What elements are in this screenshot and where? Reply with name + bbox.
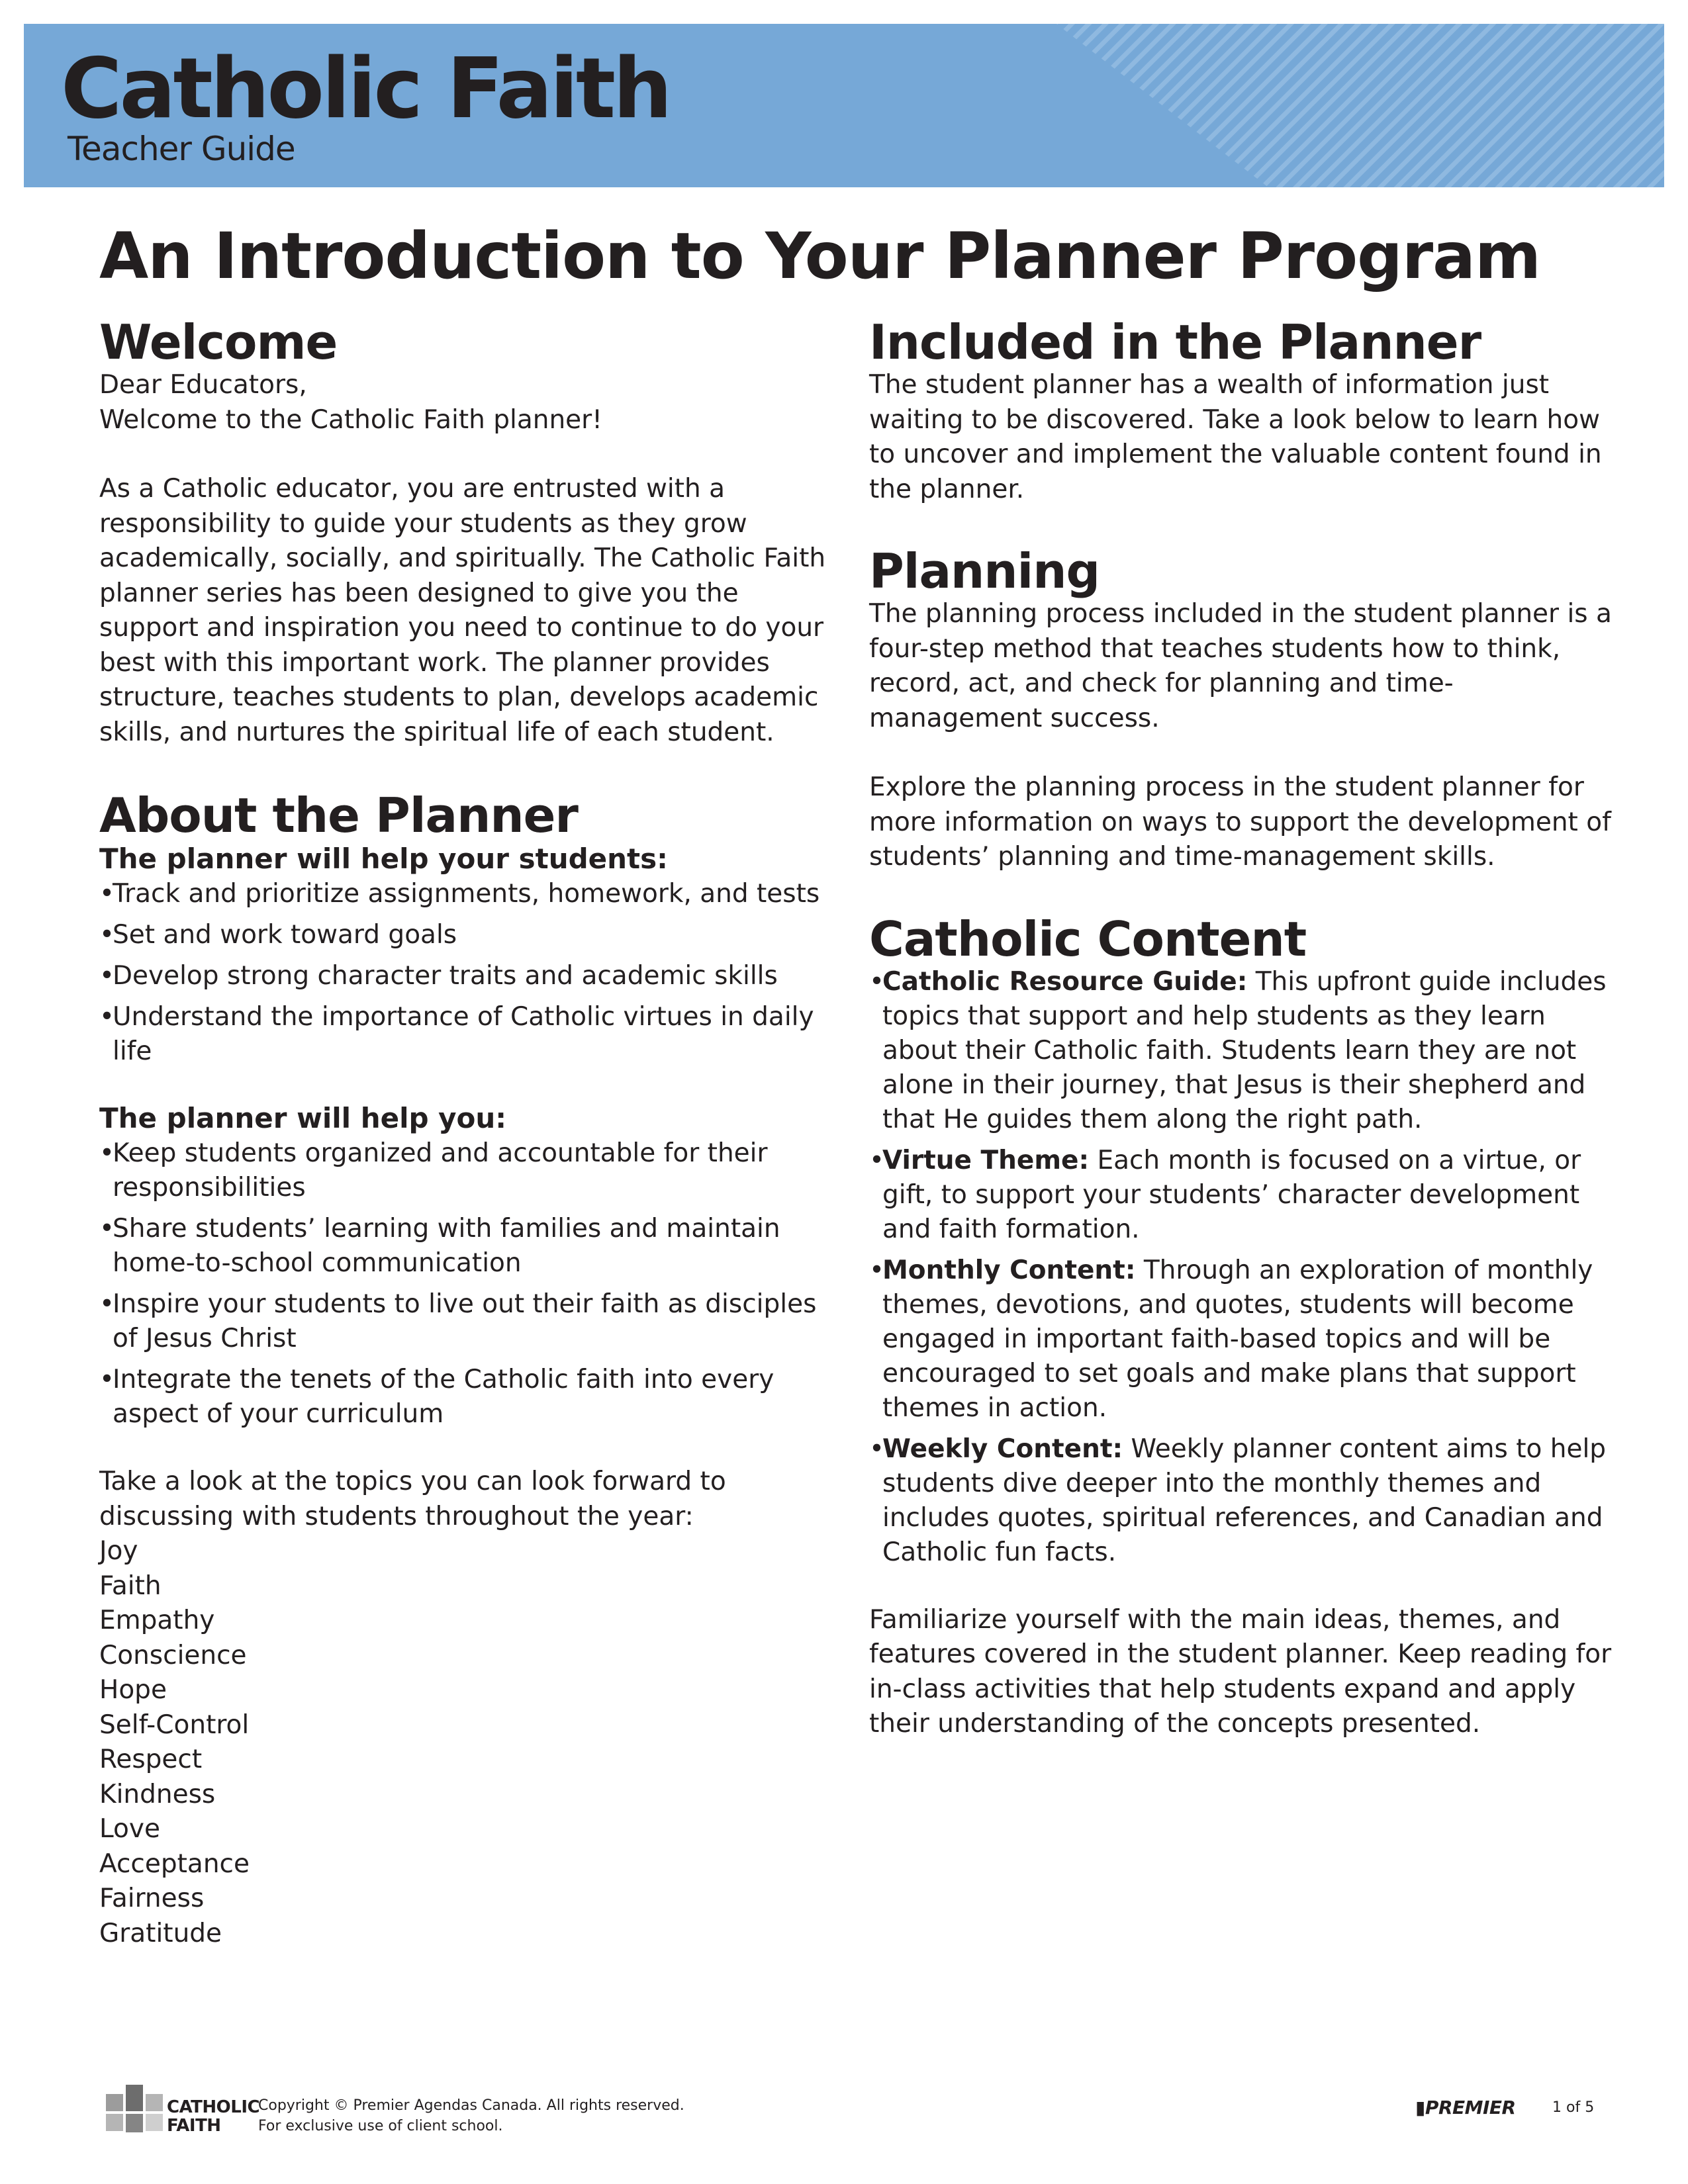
footer <box>0 2078 1688 2151</box>
list-item <box>869 1432 1617 1570</box>
item-term: Weekly Content: <box>882 1433 1123 1464</box>
planning-heading: Planning <box>869 543 1100 599</box>
topic-item: Gratitude <box>99 1918 222 1948</box>
topic-item: Love <box>99 1814 160 1844</box>
topic-item: Empathy <box>99 1606 215 1635</box>
topics-list <box>99 1534 834 1951</box>
premier-logo <box>1415 2097 1516 2118</box>
header-banner <box>24 24 1664 187</box>
item-term: Virtue Theme: <box>882 1145 1090 1175</box>
topic-item: Joy <box>99 1536 138 1566</box>
welcome-heading: Welcome <box>99 314 338 370</box>
list-item <box>869 965 1617 1137</box>
you-subhead: The planner will help you: <box>99 1102 507 1134</box>
list-item: • Set and work toward goals <box>99 918 834 952</box>
brand-title: Catholic Faith <box>61 40 670 137</box>
list-item: • Develop strong character traits and academic skills <box>99 959 834 993</box>
copyright-line: Copyright © Premier Agendas Canada. All rights reserved. <box>258 2097 684 2114</box>
list-item: • Share students’ learning with families and maintain home-to-school communication <box>99 1212 834 1281</box>
topic-item: Respect <box>99 1745 203 1774</box>
item-text: This upfront guide includes topics that support and help students as they learn about their Catholic faith. Students learn they are not alone in their journey, that Jesus is their shepherd and that He guides them along the right path. <box>882 966 1607 1134</box>
list-item: • Understand the importance of Catholic virtues in daily life <box>99 1000 834 1069</box>
topics-intro: Take a look at the topics you can look forward to discussing with students throughout the year: <box>99 1467 726 1531</box>
left-column <box>99 316 834 1951</box>
about-heading: About the Planner <box>99 788 578 843</box>
list-item: • Keep students organized and accountable for their responsibilities <box>99 1136 834 1205</box>
topic-item: Hope <box>99 1675 167 1705</box>
premier-mark-icon: ▮ <box>1415 2097 1425 2118</box>
welcome-body: As a Catholic educator, you are entrusted with a responsibility to guide your students as they grow academically, socially, and spiritually. The Catholic Faith planner series has been designed to give you the support and inspiration you need to continue to do your best with this important work. The planner provides structure, teaches students to plan, develops academic skills, and nurtures the spiritual life of each student. <box>99 474 826 747</box>
topic-item: Conscience <box>99 1640 247 1670</box>
logo-line-2: FAITH <box>167 2116 221 2136</box>
item-text: Through an exploration of monthly themes, devotions, and quotes, students will become engaged in important faith-based topics and will be encouraged to set goals and make plans that support themes in action. <box>882 1255 1593 1423</box>
list-item <box>869 1253 1617 1426</box>
item-term: Monthly Content: <box>882 1255 1136 1285</box>
list-item: • Integrate the tenets of the Catholic faith into every aspect of your curriculum <box>99 1363 834 1432</box>
topic-item: Self-Control <box>99 1709 250 1740</box>
planning-body-2: Explore the planning process in the student planner for more information on ways to support the development of students’ planning and time-management skills. <box>869 772 1611 872</box>
exclusive-use-line: For exclusive use of client school. <box>258 2118 503 2134</box>
item-text: Weekly planner content aims to help students dive deeper into the monthly themes and includes quotes, spiritual references, and Canadian and Catholic fun facts. <box>882 1433 1607 1567</box>
page-title: An Introduction to Your Planner Program <box>99 219 1540 293</box>
topic-item: Kindness <box>99 1779 216 1809</box>
included-body: The student planner has a wealth of information just waiting to be discovered. Take a look below to learn how to uncover and implement the valuable content found in the planner. <box>869 370 1602 504</box>
catholic-faith-logo-icon <box>106 2085 165 2132</box>
right-column <box>869 316 1617 1742</box>
planning-body-1: The planning process included in the student planner is a four-step method that teaches students how to think, record, act, and check for planning and time-management success. <box>869 599 1612 733</box>
topic-item: Acceptance <box>99 1848 250 1879</box>
list-item: • Inspire your students to live out their faith as disciples of Jesus Christ <box>99 1287 834 1356</box>
footer-logo-text <box>167 2098 259 2135</box>
item-text: Each month is focused on a virtue, or gift, to support your students’ character development and faith formation. <box>882 1145 1581 1244</box>
catholic-content-closing: Familiarize yourself with the main ideas, themes, and features covered in the student planner. Keep reading for in-class activities that help students expand and apply their understanding of the concepts presented. <box>869 1604 1612 1739</box>
page-number: 1 of 5 <box>1552 2099 1595 2116</box>
footer-copyright <box>258 2095 684 2136</box>
list-item: • Track and prioritize assignments, homework, and tests <box>99 877 834 911</box>
brand-subtitle: Teacher Guide <box>68 130 295 168</box>
welcome-greeting: Dear Educators, <box>99 370 307 400</box>
students-list <box>99 877 834 1069</box>
topic-item: Fairness <box>99 1884 205 1913</box>
catholic-content-heading: Catholic Content <box>869 911 1307 967</box>
you-list <box>99 1136 834 1432</box>
publisher-name: PREMIER <box>1425 2097 1516 2118</box>
logo-line-1: CATHOLIC <box>167 2097 260 2117</box>
list-item <box>869 1144 1617 1247</box>
welcome-intro: Welcome to the Catholic Faith planner! <box>99 404 602 435</box>
catholic-content-list <box>869 965 1617 1570</box>
students-subhead: The planner will help your students: <box>99 842 668 875</box>
topic-item: Faith <box>99 1570 162 1601</box>
item-term: Catholic Resource Guide: <box>882 966 1248 997</box>
included-heading: Included in the Planner <box>869 314 1481 370</box>
